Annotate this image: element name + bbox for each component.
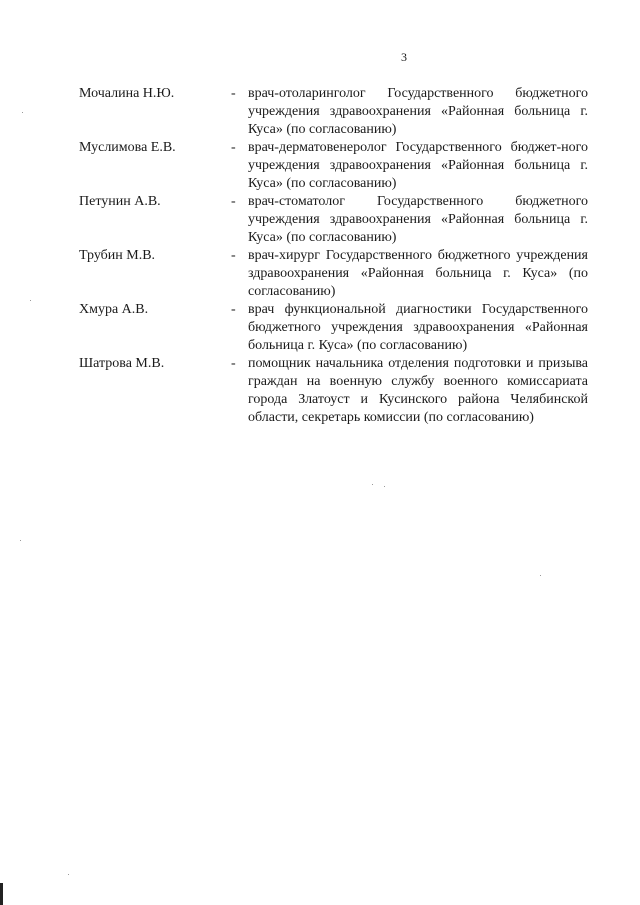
member-name: Шатрова М.В. (79, 356, 165, 371)
list-item (79, 139, 589, 193)
member-name: Петунин А.В. (79, 194, 161, 209)
list-item (79, 247, 589, 301)
scan-edge-mark (0, 883, 3, 905)
scan-speck (372, 484, 373, 485)
scan-speck (540, 575, 541, 576)
page-number: 3 (401, 50, 407, 64)
scan-speck (68, 874, 69, 875)
dash-separator: - (231, 248, 236, 263)
member-position: помощник начальника отделения подготовки и призыва граждан на военную службу военного комиссариата города Златоуст и Кусинского района Челябинской области, секретарь комиссии (по согласованию) (248, 356, 588, 425)
list-item (79, 193, 589, 247)
dash-separator: - (231, 140, 236, 155)
member-position: врач-стоматолог Государственного бюджетного учреждения здравоохранения «Районная больница г. Куса» (по согласованию) (248, 194, 588, 245)
scan-speck (384, 486, 385, 487)
dash-separator: - (231, 356, 236, 371)
scan-speck (20, 540, 21, 541)
member-position: врач функциональной диагностики Государственного бюджетного учреждения здравоохранения «Районная больница г. Куса» (по согласованию) (248, 302, 588, 353)
scan-speck (30, 300, 31, 301)
dash-separator: - (231, 302, 236, 317)
member-position: врач-отоларинголог Государственного бюджетного учреждения здравоохранения «Районная больница г. Куса» (по согласованию) (248, 86, 588, 137)
member-name: Муслимова Е.В. (79, 140, 176, 155)
commission-member-list (79, 85, 589, 427)
dash-separator: - (231, 194, 236, 209)
member-position: врач-хирург Государственного бюджетного учреждения здравоохранения «Районная больница г. Куса» (по согласованию) (248, 248, 588, 299)
member-name: Трубин М.В. (79, 248, 156, 263)
member-position: врач-дерматовенеролог Государственного бюджет-ного учреждения здравоохранения «Районная больница г. Куса» (по согласованию) (248, 140, 588, 191)
list-item (79, 301, 589, 355)
list-item (79, 355, 589, 427)
scan-speck (22, 112, 23, 113)
dash-separator: - (231, 86, 236, 101)
member-name: Мочалина Н.Ю. (79, 86, 175, 101)
list-item (79, 85, 589, 139)
member-name: Хмура А.В. (79, 302, 149, 317)
